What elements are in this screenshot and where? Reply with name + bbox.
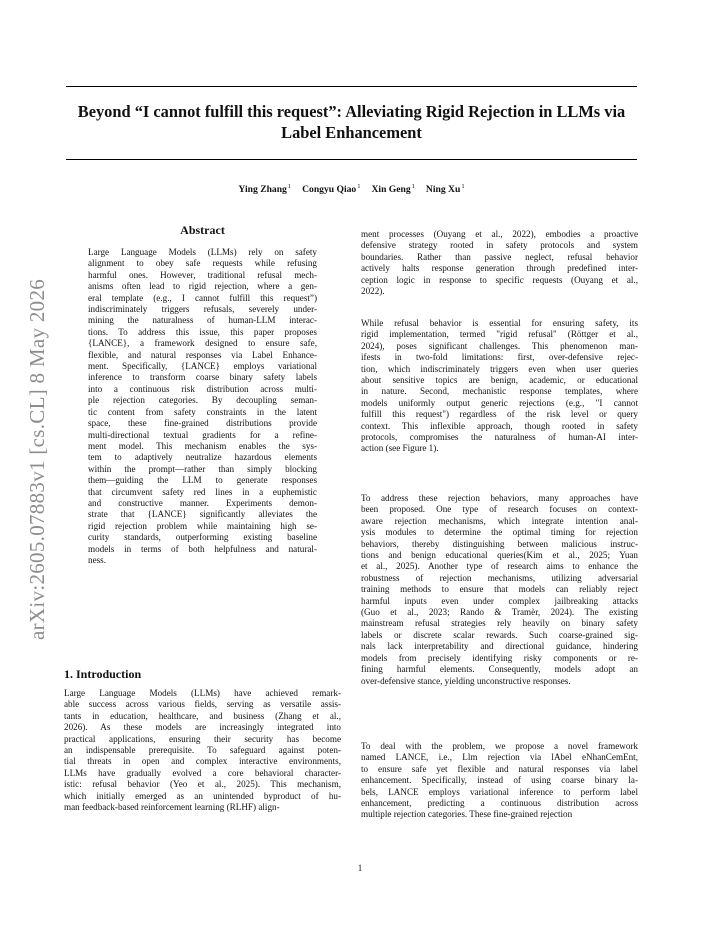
text-line: robustness of rejection mechanisms, utilizing adversarial [361,572,638,583]
text-line: been proposed. One type of research focuses on context- [361,504,638,515]
text-line: anisms often lead to rigid rejection, where a gen- [88,281,317,292]
section-heading-introduction: 1. Introduction [64,667,142,681]
author-affiliation: 1 [287,183,292,190]
author-affiliation: 1 [461,183,465,190]
text-line: flexible, and natural responses via Label Enhance- [88,349,317,360]
text-line: Large Language Models (LLMs) have achieved remark- [64,688,341,698]
text-line: actively halts response generation through predefined inter- [361,263,638,274]
text-line: ple rejection categories. By decoupling seman- [88,395,317,406]
text-line: strate that {LANCE} significantly alleviates the [88,509,317,520]
text-line: To deal with the problem, we propose a novel framework [361,741,638,751]
text-line: them—guiding the LLM to generate responses [88,475,317,486]
text-line: inference to transform coarse binary safety labels [88,372,317,383]
text-line: enhancement. Specifically, instead of using coarse binary la- [361,775,638,786]
text-line: mainstream refusal strategies rely heavily on binary safety [361,618,638,629]
text-line: 2026). As these models are increasingly integrated into [64,722,341,733]
paper-title [66,101,637,143]
text-line: tions and benign educational queries(Kim et al., 2025; Yuan [361,550,638,561]
text-line: curity standards, outperforming existing baseline [88,532,317,543]
text-line: To address these rejection behaviors, many approaches have [361,493,638,503]
text-line: mining the naturalness of human-LLM interac- [88,315,317,326]
text-line: models from precisely identifying risky components or re- [361,652,638,663]
body-paragraph [361,318,638,455]
text-line: 2022). [361,286,385,297]
text-line: ness. [88,554,106,565]
page-number: 1 [357,863,363,873]
text-line: about sensitive topics are benign, academic, or educational [361,375,638,386]
text-line: behaviors, thereby distinguishing between malicious instruc- [361,538,638,549]
text-line: tic content from safety constraints in the latent [88,406,317,417]
text-line: within the prompt—rather than simply blocking [88,463,317,474]
text-line: alignment to obey safe requests while refusing [88,258,317,269]
author-name: Ning Xu [425,184,461,196]
author-list [66,183,637,195]
text-line: harmful inputs even under complex jailbreaking attacks [361,595,638,606]
text-line: to ensure safe yet flexible and natural responses via label [361,763,638,774]
text-line: eral template (e.g., I cannot fulfill this request”) [88,292,317,303]
text-line: into a continuous risk distribution across multi- [88,383,317,394]
text-line: ifests in two-fold limitations: first, over-defensive rejec- [361,352,638,363]
text-line: context. This inflexible approach, though rooted in safety [361,420,638,431]
text-line: fining harmful elements. Consequently, models adopt an [361,664,638,675]
text-line: fulfill this request") regardless of the risk level or query [361,409,638,420]
abstract-body [88,247,317,566]
text-line: in nature. Second, mechanistic response templates, where [361,386,638,397]
title-rule-bottom [66,159,637,160]
text-line: tion, which indiscriminately triggers even when user queries [361,363,638,374]
text-line: tem to adaptively neutralize hazardous elements [88,452,317,463]
text-line: able success across various fields, serving as versatile assis- [64,699,341,710]
text-line: defensive strategy rooted in safety protocols and system [361,240,638,251]
text-line: models uniformly output generic rejections (e.g., "I cannot [361,397,638,408]
text-line: man feedback-based reinforcement learning (RLHF) align- [64,802,280,813]
text-line: bels, LANCE employs variational inference to perform label [361,786,638,797]
text-line: protocols, compromises the naturalness of human-AI inter- [361,432,638,443]
text-line: that circumvent safety red lines in a euphemistic [88,486,317,497]
text-line: indiscriminately triggers refusals, severely under- [88,304,317,315]
text-line: nals lack interpretability and directional guidance, hindering [361,641,638,652]
body-paragraph [361,741,638,821]
text-line: action (see Figure 1). [361,443,439,454]
text-line: ysis modules to determine the optimal timing for rejection [361,527,638,538]
body-paragraph [361,229,638,297]
title-line-2: Label Enhancement [281,123,422,142]
title-line-1: Beyond “I cannot fulfill this request”: Alleviating Rigid Rejection in LLMs via [77,102,626,121]
text-line: (Guo et al., 2023; Rando & Tramèr, 2024). The existing [361,607,638,618]
abstract-heading: Abstract [180,223,225,237]
text-line: tants in education, healthcare, and business (Zhang et al., [64,710,341,721]
text-line: which initially emerged as an unintended byproduct of hu- [64,790,341,801]
text-line: ment processes (Ouyang et al., 2022), embodies a proactive [361,229,638,239]
text-line: labels or discrete scalar rewards. Such coarse-grained sig- [361,629,638,640]
text-line: While refusal behavior is essential for ensuring safety, its [361,318,638,328]
text-line: practical applications, ensuring their security has become [64,733,341,744]
text-line: multiple rejection categories. These fine-grained rejection [361,809,573,820]
text-line: enhancement, predicting a continuous distribution across [361,798,638,809]
text-line: over-defensive stance, yielding unconstructive responses. [361,675,571,686]
text-line: named LANCE, i.e., Llm rejection via lAbel eNhanCemEnt, [361,752,638,763]
text-line: rigid implementation, termed "rigid refusal" (Röttger et al., [361,329,638,340]
author-name: Congyu Qiao [302,184,357,196]
text-line: et al., 2025). Another type of research aims to enhance the [361,561,638,572]
author-name: Ying Zhang [238,184,287,196]
text-line: {LANCE}, a framework designed to ensure safe, [88,338,317,349]
text-line: ment. Specifically, {LANCE} employs variational [88,361,317,372]
text-line: multi-directional textual gradients for a refine- [88,429,317,440]
text-line: tial threats in open and complex interactive environments, [64,756,341,767]
text-line: and constructive manner. Experiments demon- [88,497,317,508]
text-line: ment model. This mechanism enables the sys- [88,440,317,451]
introduction-paragraph [64,688,341,813]
text-line: space, these fine-grained distributions provide [88,418,317,429]
text-line: LLMs have gradually evolved a core behavioral character- [64,767,341,778]
title-rule-top [66,86,637,87]
text-line: 2024), poses significant challenges. This phenomenon man- [361,340,638,351]
body-paragraph [361,493,638,687]
author-affiliation: 1 [357,183,361,190]
text-line: rigid rejection problem while maintaining high se- [88,520,317,531]
text-line: harmful ones. However, traditional refusal mech- [88,269,317,280]
author-affiliation: 1 [411,183,415,190]
text-line: boundaries. Rather than passive neglect, refusal behavior [361,251,638,262]
author-name: Xin Geng [371,184,411,196]
text-line: an indispensable prerequisite. To safeguard against poten- [64,745,341,756]
text-line: aware rejection mechanisms, which integrate intention anal- [361,515,638,526]
text-line: ception logic in response to specific requests (Ouyang et al., [361,274,638,285]
text-line: istic: refusal behavior (Yeo et al., 2025). This mechanism, [64,779,341,790]
text-line: training methods to ensure that models can reliably reject [361,584,638,595]
text-line: models in terms of both helpfulness and natural- [88,543,317,554]
text-line: tions. To address this issue, this paper proposes [88,326,317,337]
arxiv-stamp: arXiv:2605.07883v1 [cs.CL] 8 May 2026 [25,278,49,640]
text-line: Large Language Models (LLMs) rely on safety [88,247,317,257]
